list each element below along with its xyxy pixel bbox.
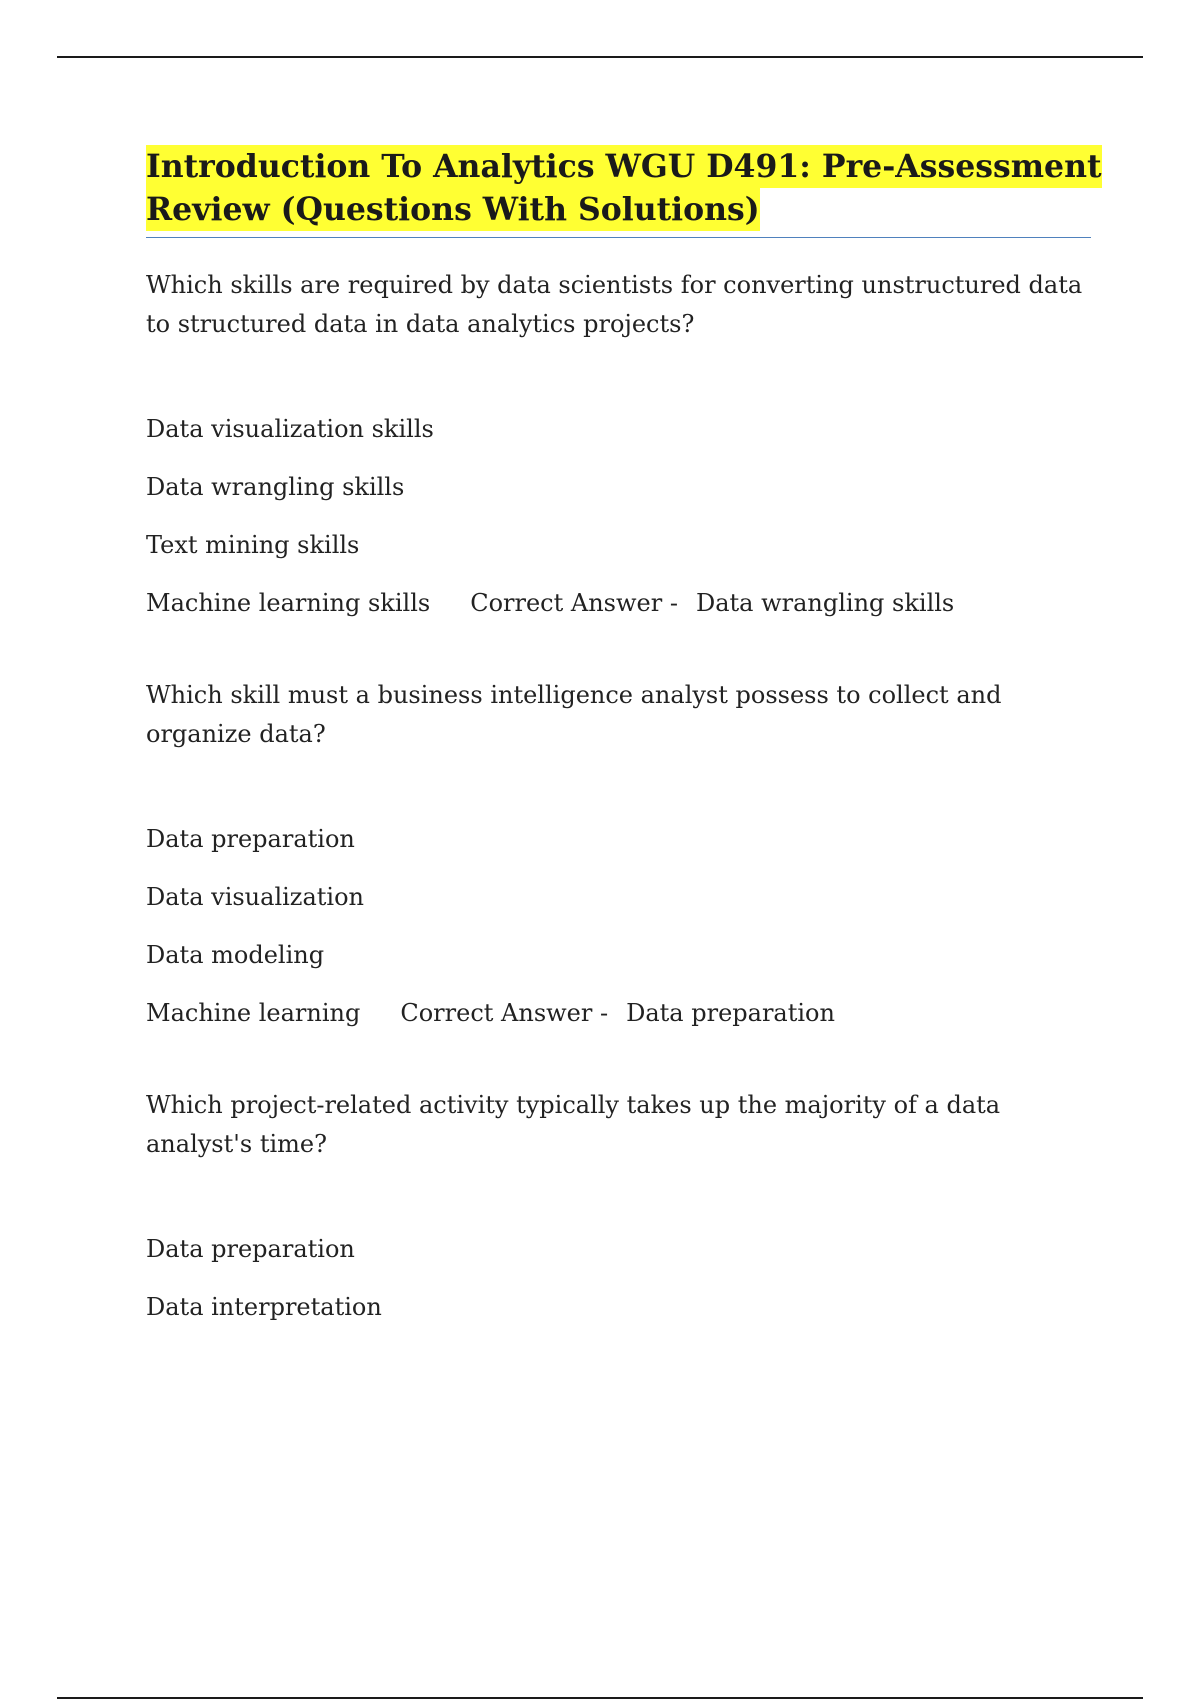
page-bottom-rule [57,1697,1143,1699]
option-item: Data interpretation [146,1293,382,1321]
option-item: Data preparation [146,825,355,853]
option-item-with-answer [146,588,1091,618]
question-block-2 [146,676,1091,1028]
option-item-with-answer [146,998,1091,1028]
option-item: Machine learning [146,999,361,1027]
option-item: Text mining skills [146,531,360,559]
title-line-2: Review (Questions With Solutions) [146,188,760,231]
correct-answer: Data wrangling skills [695,589,955,617]
option-item: Data modeling [146,941,325,969]
question-prompt: Which skills are required by data scientists for converting unstructured data to structured data in data analytics projects? [146,271,1083,338]
option-item: Data preparation [146,1235,355,1263]
option-list [146,1234,1091,1322]
page-top-rule [57,56,1143,58]
correct-answer: Data preparation [626,999,835,1027]
question-prompt: Which skill must a business intelligence analyst possess to collect and organize data? [146,681,1002,748]
title-line-1: Introduction To Analytics WGU D491: Pre-Assessment [146,145,1102,188]
answer-label: Correct Answer - [400,999,609,1027]
option-item: Data visualization skills [146,415,434,443]
document-title [146,145,1102,238]
question-block-1 [146,266,1091,618]
option-item: Data wrangling skills [146,473,405,501]
option-item: Machine learning skills [146,589,431,617]
answer-label: Correct Answer - [470,589,678,617]
question-block-3 [146,1086,1091,1322]
option-list [146,414,1091,618]
option-list [146,824,1091,1028]
question-prompt: Which project-related activity typically takes up the majority of a data analyst's time? [146,1091,1001,1158]
option-item: Data visualization [146,883,364,911]
document-body [146,145,1102,1350]
